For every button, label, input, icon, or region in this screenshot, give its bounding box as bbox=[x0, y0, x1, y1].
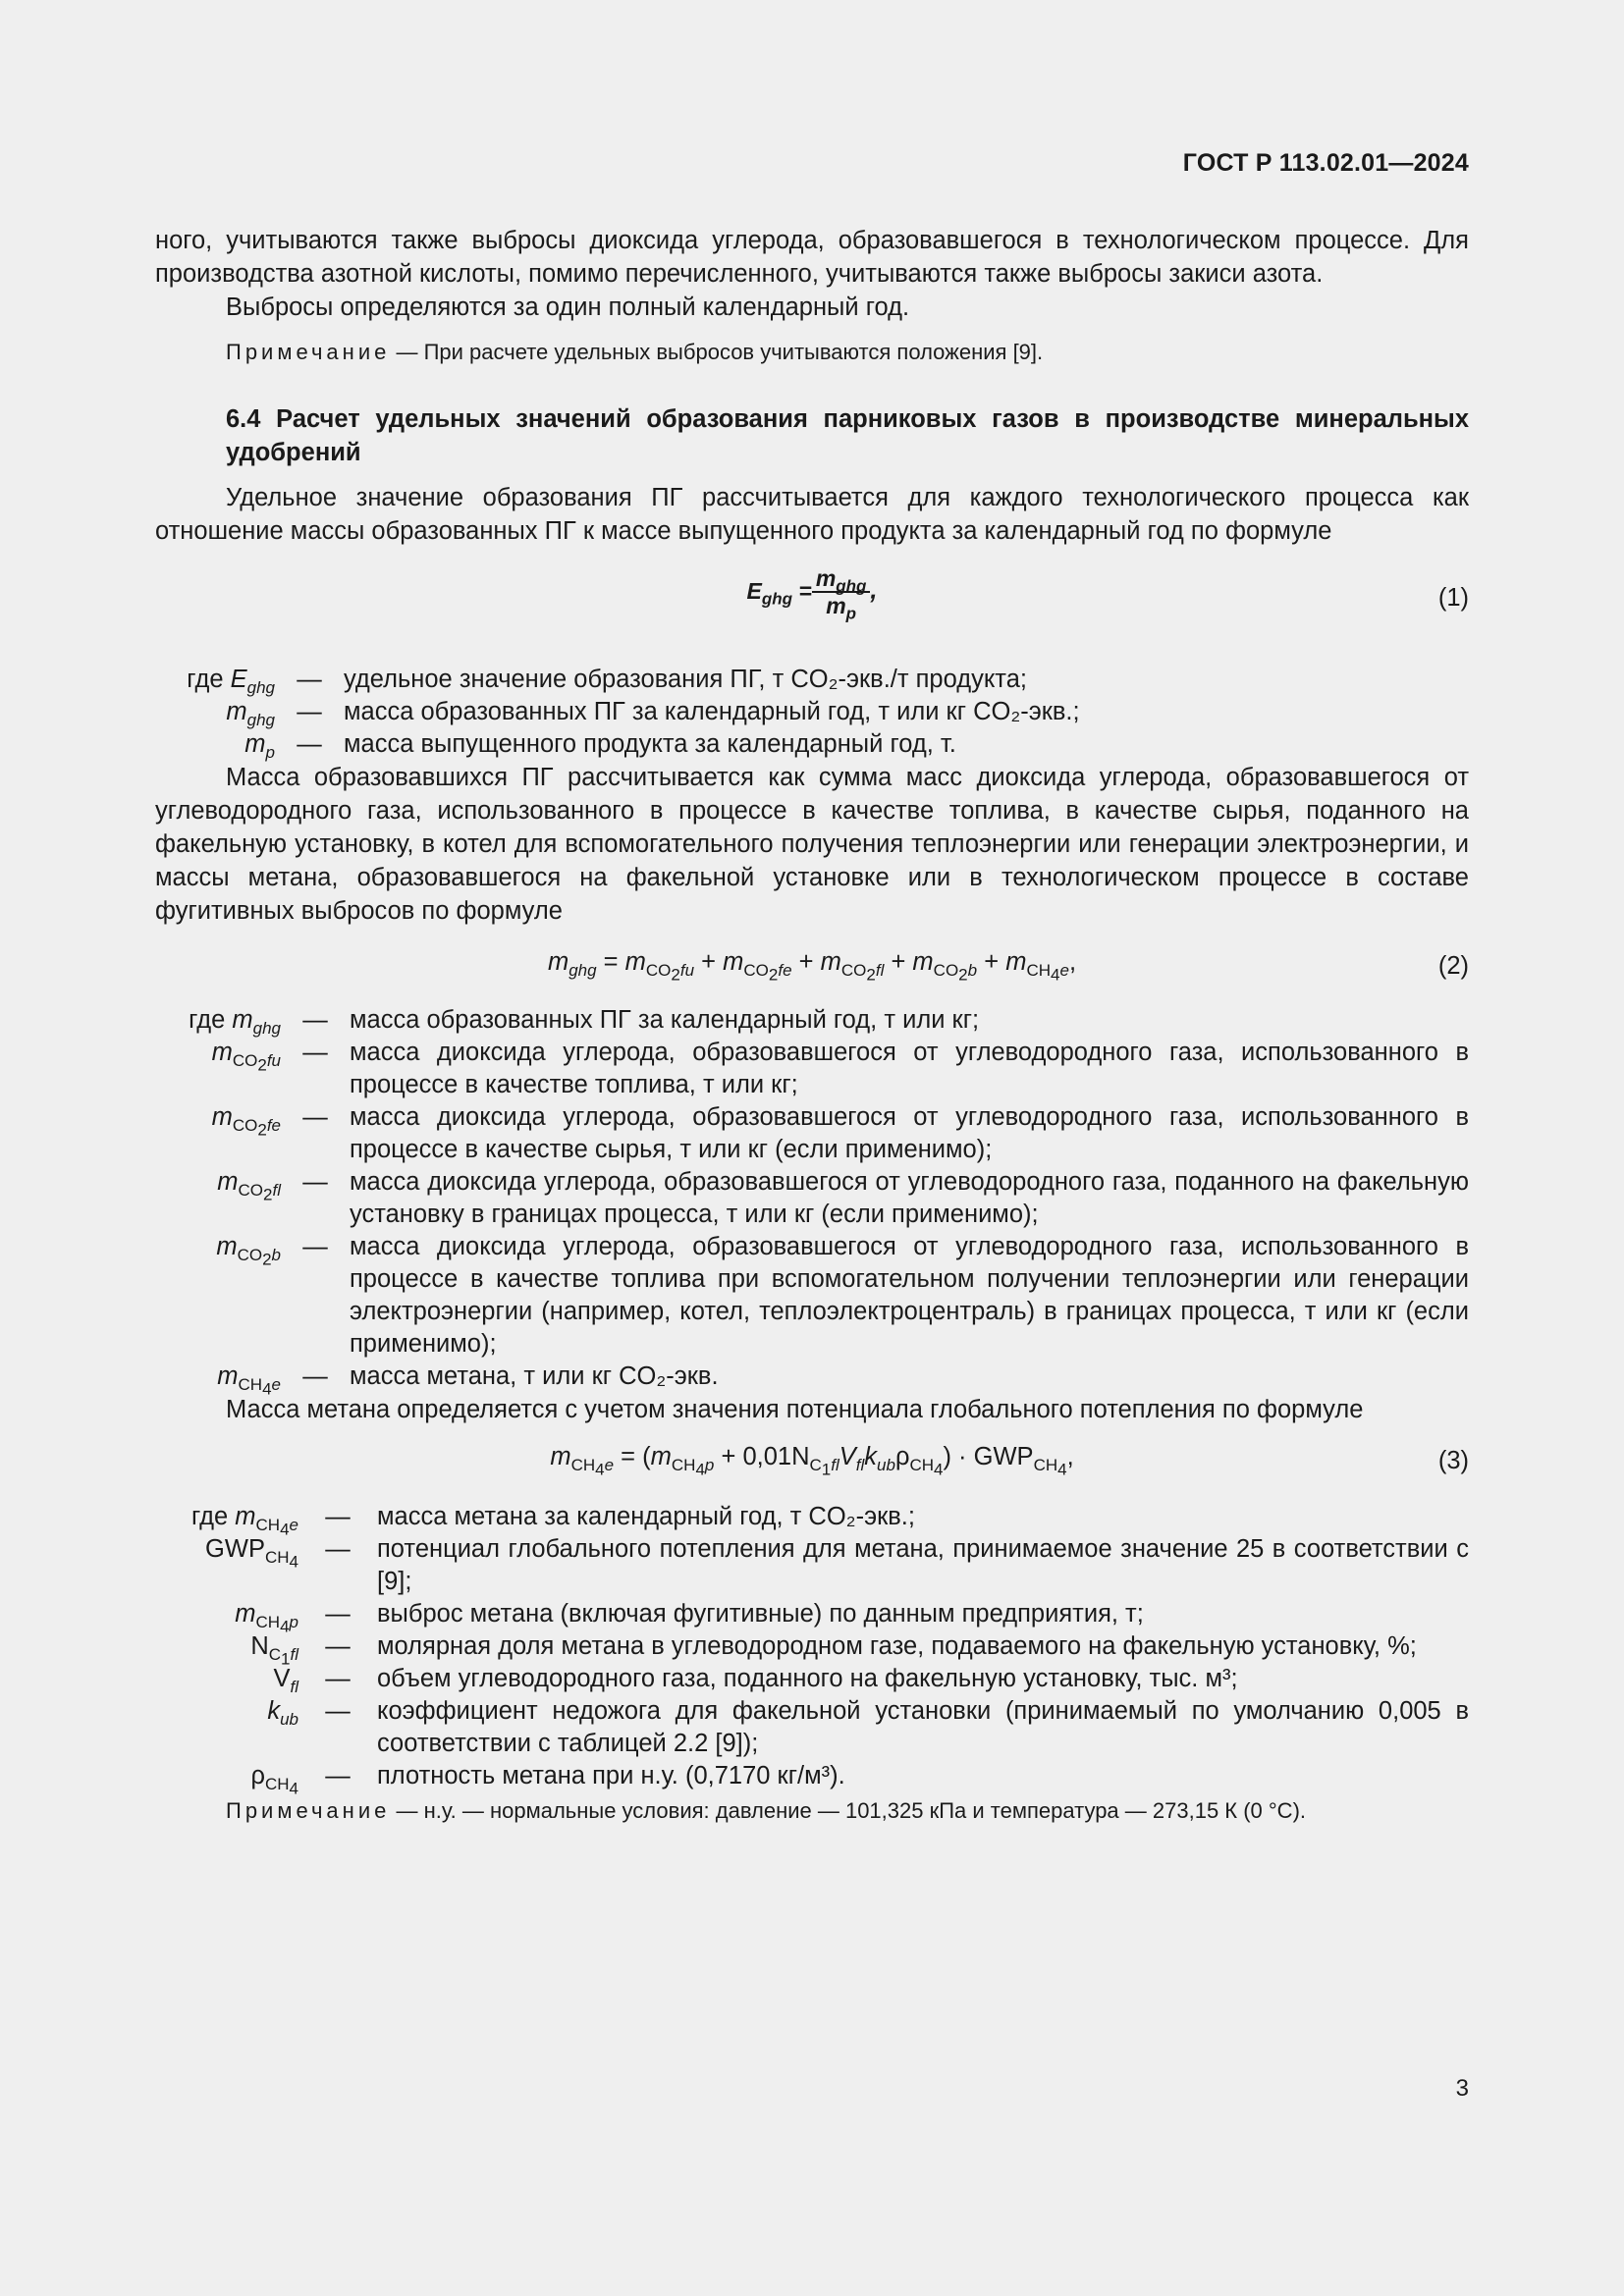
definition-row: $GWP_{CH_4}$ — потенциал глобального потепления для метана, принимаемое значение 25 в соответствии с [9]; bbox=[205, 1535, 1469, 1595]
formula-3-number: (3) bbox=[1437, 1447, 1469, 1474]
definitions-formula-1 bbox=[155, 664, 1469, 761]
definition-row: где $m_{CH_4e}$ — масса метана за календарный год, т CO₂-экв.; bbox=[190, 1503, 915, 1539]
page-number: 3 bbox=[1455, 2075, 1469, 2102]
definition-row: $N_{C_1fl}$ — молярная доля метана в углеводородном газе, подаваемого на факельную установку, %; bbox=[250, 1632, 1417, 1669]
definition-row: $k_{ub}$ — коэффициент недожога для факельной установки (принимаемый по умолчанию 0,005 в соответствии с таблицей 2.2 [9]); bbox=[267, 1697, 1469, 1757]
intro-paragraph: ного, учитываются также выбросы диоксида углерода, образовавшегося в технологическом процессе. Для производства азотной кислоты, помимо перечисленного, учитываются также выбросы закиси азота. bbox=[155, 227, 1469, 288]
definition-row: $m_{CO_2fu}$ — масса диоксида углерода, образовавшегося от углеводородного газа, использованного в процессе в качестве топлива, т или кг; bbox=[211, 1039, 1469, 1098]
note-2 bbox=[155, 1796, 1469, 1826]
definition-row: $m_{CO_2fe}$ — масса диоксида углерода, образовавшегося от углеводородного газа, использованного в процессе в качестве сырья, т или кг (если применимо); bbox=[211, 1103, 1469, 1163]
document-header: ГОСТ Р 113.02.01—2024 bbox=[1182, 149, 1469, 177]
definitions-formula-3 bbox=[155, 1501, 1469, 1798]
mass-paragraph: Масса образовавшихся ПГ рассчитывается как сумма масс диоксида углерода, образовавшегося от углеводородного газа, использованного в процессе в качестве топлива, в качестве сырья, поданного на факельную установку, в котел для вспомогательного получения теплоэнергии или генерации электроэнергии, и массы метана, образовавшегося на факельной установке или в технологическом процессе в составе фугитивных выбросов по формуле bbox=[155, 764, 1469, 925]
formula-2-number: (2) bbox=[1437, 952, 1469, 980]
definition-row: $m_p$ — масса выпущенного продукта за календарный год, т. bbox=[244, 730, 956, 763]
definition-row: где $m_{ghg}$ — масса образованных ПГ за календарный год, т или кг; bbox=[189, 1006, 980, 1039]
note bbox=[155, 338, 1469, 367]
intro-paragraph-2: Выбросы определяются за один полный календарный год. bbox=[226, 294, 910, 321]
formula-3: $m_{CH_4e} = (m_{CH_4p} + 0,01N_{C_1fl}V_{fl}k_{ub}\rho_{CH_4}) \cdot GWP_{CH_4}$, (3) bbox=[550, 1443, 1469, 1479]
note-label: Примечание bbox=[226, 340, 391, 364]
definitions-formula-2 bbox=[155, 1004, 1469, 1399]
note-2-text: — н.у. — нормальные условия: давление — 101,325 кПа и температура — 273,15 К (0 °С). bbox=[390, 1798, 1307, 1823]
formula-1-number: (1) bbox=[1437, 584, 1469, 612]
definition-row: $m_{ghg}$ — масса образованных ПГ за календарный год, т или кг CO₂-экв.; bbox=[226, 698, 1080, 730]
formula-1: $E_{ghg}$ = $\frac{m_{ghg}}{m_p}$ , (1) bbox=[746, 565, 1469, 623]
note-text: — При расчете удельных выбросов учитываются положения [9]. bbox=[390, 340, 1044, 364]
definition-row: $m_{CH_4p}$ — выброс метана (включая фугитивные) по данным предприятия, т; bbox=[235, 1600, 1144, 1636]
definition-row: $m_{CO_2b}$ — масса диоксида углерода, образовавшегося от углеводородного газа, использованного в процессе в качестве топлива при вспомогательном получении теплоэнергии или генерации электроэнергии (например, котел, теплоэлектроцентраль) в границах процесса, т или кг (если применимо); bbox=[216, 1233, 1469, 1358]
definition-row: $\rho_{CH_4}$ — плотность метана при н.у. (0,7170 кг/м³). bbox=[250, 1762, 845, 1798]
note-2-label: Примечание bbox=[226, 1798, 391, 1823]
definition-row: где $E_{ghg}$ — удельное значение образования ПГ, т CO₂-экв./т продукта; bbox=[187, 666, 1027, 698]
methane-paragraph: Масса метана определяется с учетом значения потенциала глобального потепления по формуле bbox=[226, 1396, 1364, 1423]
formula-1-fraction: $\frac{m_{ghg}}{m_p}$ bbox=[812, 565, 871, 618]
definition-row: $m_{CO_2fl}$ — масса диоксида углерода, образовавшегося от углеводородного газа, поданного на факельную установку в границах процесса, т или кг (если применимо); bbox=[217, 1168, 1469, 1228]
definition-row: $V_{fl}$ — объем углеводородного газа, поданного на факельную установку, тыс. м³; bbox=[273, 1665, 1238, 1697]
section-title: 6.4 Расчет удельных значений образования парниковых газов в производстве минеральных удобрений bbox=[226, 405, 1469, 466]
formula-2: $m_{ghg} = m_{CO_2fu} + m_{CO_2fe} + m_{CO_2fl} + m_{CO_2b} + m_{CH_4e}$, (2) bbox=[547, 948, 1469, 985]
document-body bbox=[155, 224, 1469, 1826]
definition-row: $m_{CH_4e}$ — масса метана, т или кг CO₂-экв. bbox=[217, 1362, 719, 1399]
section-paragraph: Удельное значение образования ПГ рассчитывается для каждого технологического процесса как отношение массы образованных ПГ к массе выпущенного продукта за календарный год по формуле bbox=[155, 484, 1469, 545]
